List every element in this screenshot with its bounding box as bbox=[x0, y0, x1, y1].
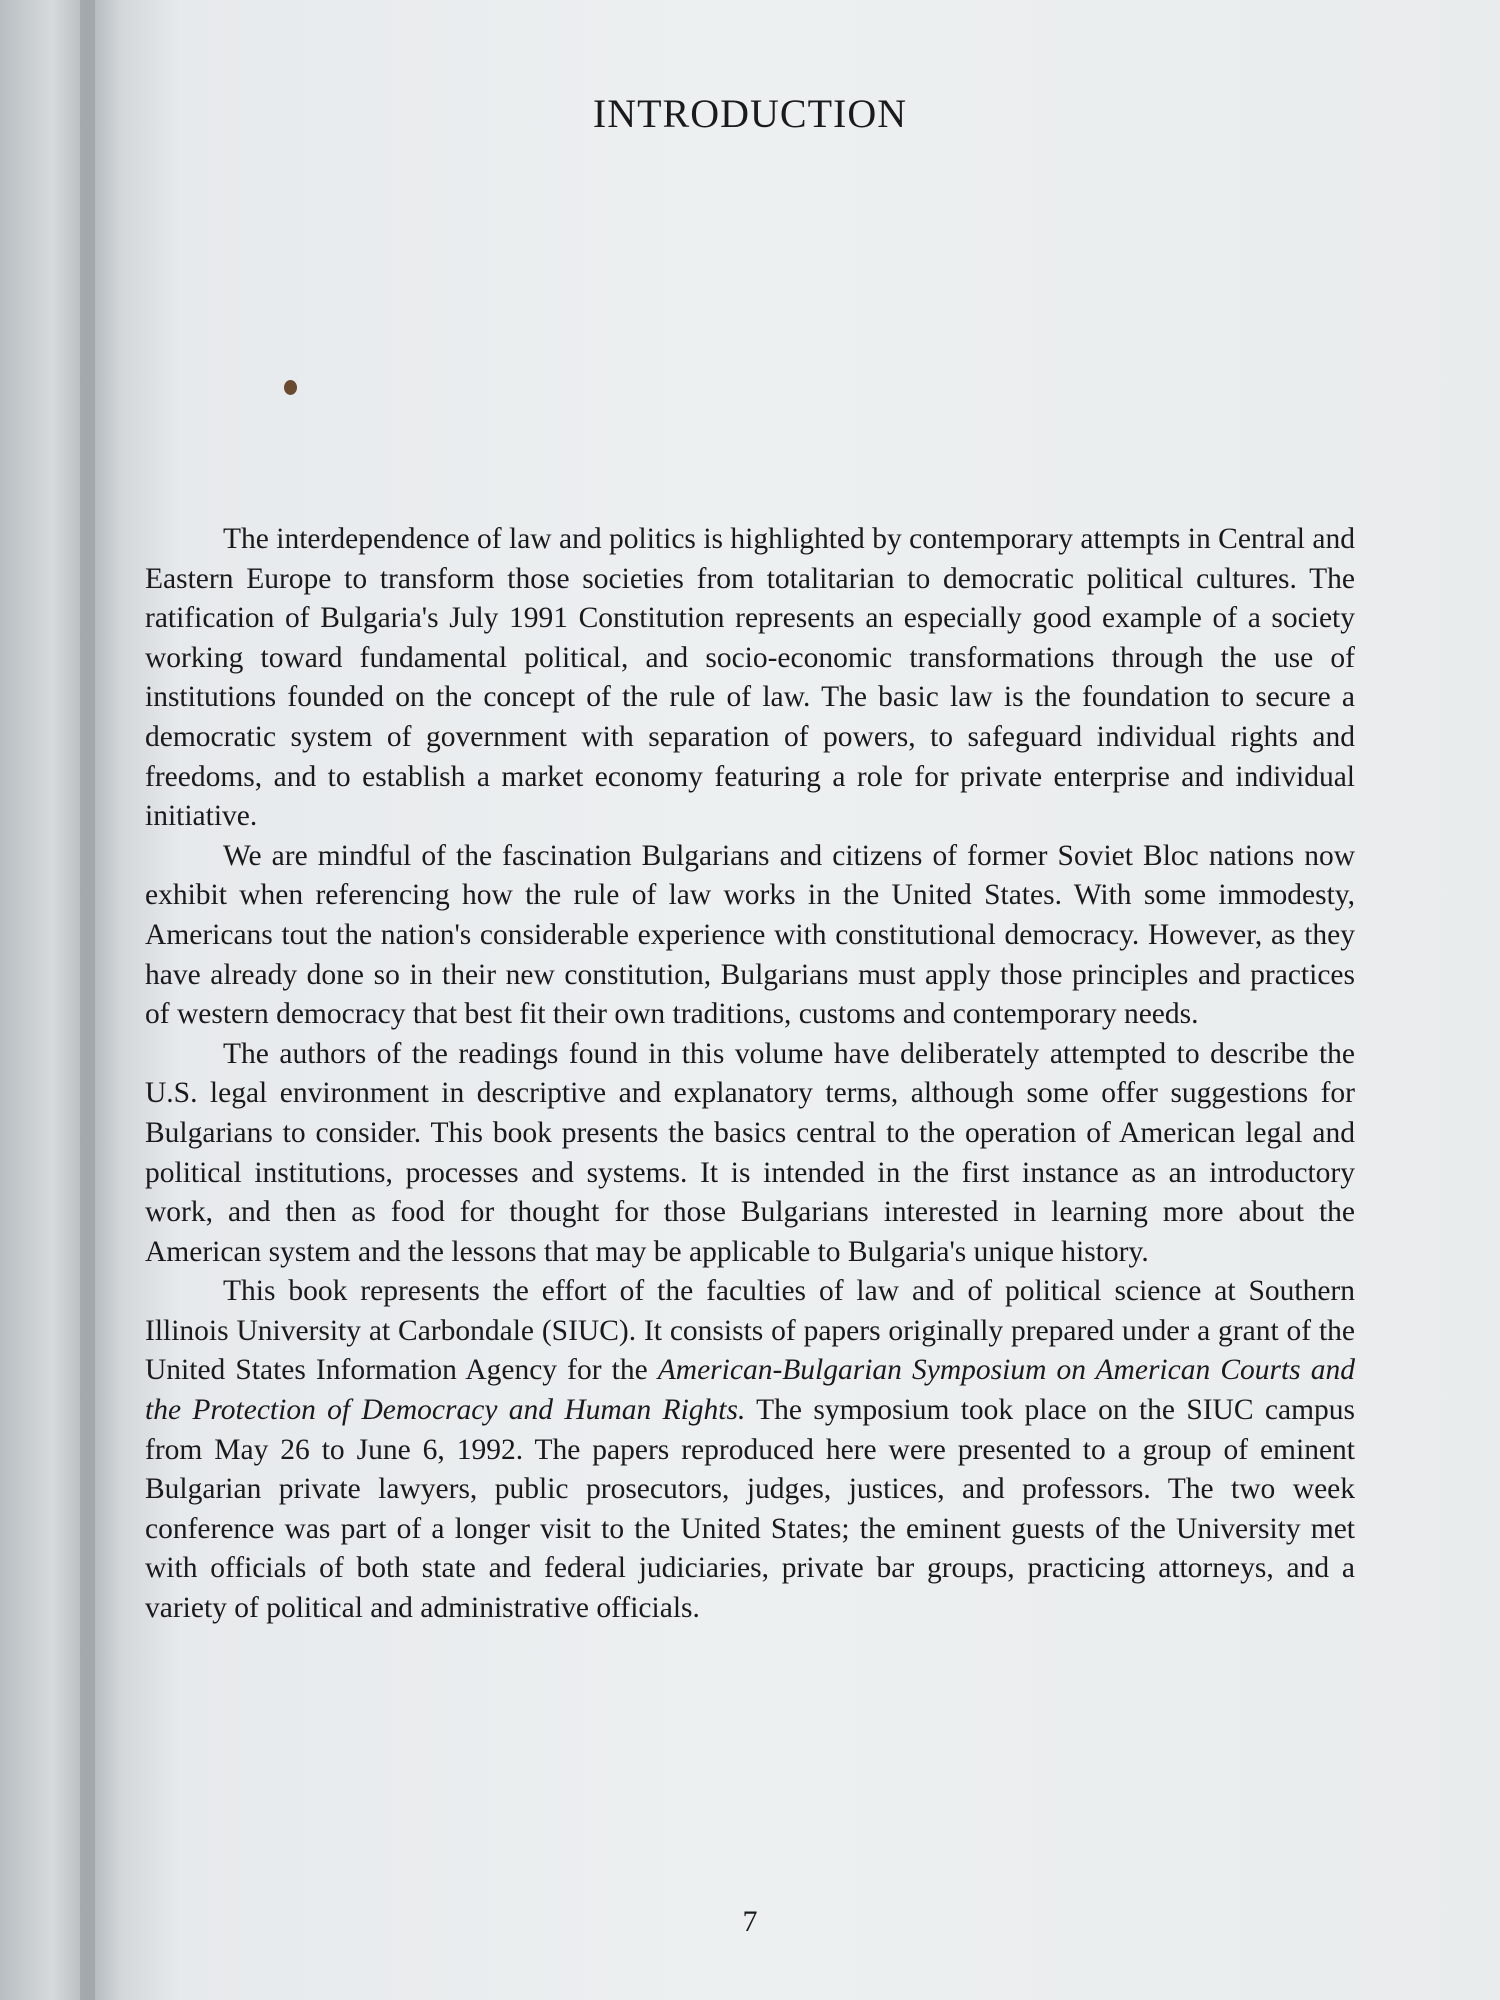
paragraph-1 bbox=[145, 520, 1355, 837]
paragraph-1-text: The interdependence of law and politics is highlighted by contemporary attempts in Central and Eastern Europe to transform those societies from totalitarian to democratic political cultures. The ratification of Bulgaria's July 1991 Constitution represents an especially good example of a society working toward fundamental political, and socio-economic transformations through the use of institutions founded on the concept of the rule of law. The basic law is the foundation to secure a democratic system of government with separation of powers, to safeguard individual rights and freedoms, and to establish a market economy featuring a role for private enterprise and individual initiative. bbox=[145, 523, 1355, 833]
page-number: 7 bbox=[742, 1905, 758, 1938]
gutter-shadow bbox=[80, 0, 120, 2000]
paragraph-3: The authors of the readings found in this volume have deliberately attempted to describe the U.S. legal environment in descriptive and explanatory terms, although some offer suggestions for Bulgarians to consider. This book presents the basics central to the operation of American legal and political institutions, processes and systems. It is intended in the first instance as an introductory work, and then as food for thought for those Bulgarians interested in learning more about the American system and the lessons that may be applicable to Bulgaria's unique history. bbox=[145, 1037, 1355, 1268]
page-title: INTRODUCTION bbox=[592, 91, 908, 136]
ink-speck bbox=[284, 380, 297, 395]
paragraph-4-intro: This book represents the effort of the faculties of law and of political science at Southern Illinois University at Carbondale (SIUC). It consists of papers originally prepared under a grant of the United States Information Agency for the bbox=[145, 1275, 1355, 1387]
paragraph-4 bbox=[145, 1272, 1355, 1628]
paragraph-2: We are mindful of the fascination Bulgarians and citizens of former Soviet Bloc nations now exhibit when referencing how the rule of law works in the United States. With some immodesty, Americans tout the nation's considerable experience with constitutional democracy. However, as they have already done so in their new constitution, Bulgarians must apply those principles and practices of western democracy that best fit their own traditions, customs and contemporary needs. bbox=[145, 839, 1355, 1031]
paragraph-4-rest: The symposium took place on the SIUC campus from May 26 to June 6, 1992. The papers reproduced here were presented to a group of eminent Bulgarian private lawyers, public prosecutors, judges, justices, and professors. The two week conference was part of a longer visit to the United States; the eminent guests of the University met with officials of both state and federal judiciaries, private bar groups, practicing attorneys, and a variety of political and administrative officials. bbox=[145, 1394, 1355, 1625]
symposium-title: American-Bulgarian Symposium on American Courts and the Protection of Democracy and Human Rights. bbox=[145, 1354, 1355, 1427]
introduction-text bbox=[145, 520, 1355, 1629]
